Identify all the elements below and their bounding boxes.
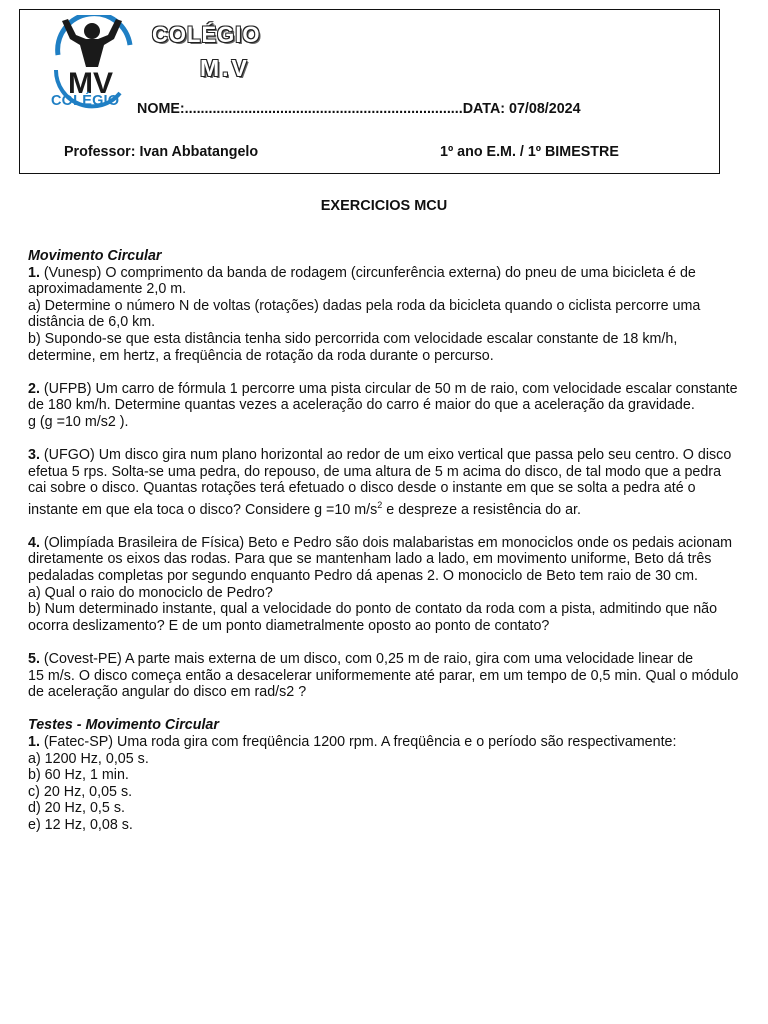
question-1	[28, 265, 740, 365]
question-item: g (g =10 m/s2 ).	[28, 413, 129, 430]
school-subtitle: M.V	[200, 55, 250, 81]
test-1	[28, 734, 740, 834]
document-title: EXERCICIOS MCU	[320, 198, 448, 214]
question-text: (UFPB) Um carro de fórmula 1 percorre uma pista circular de 50 m de raio, com velocidade escalar constante de 180 km/h. Determine quantas vezes a aceleração do carro é maior do que a aceleração da gravidade.	[28, 380, 738, 414]
question-text-end: e despreze a resistência do ar.	[382, 501, 581, 518]
question-item: b) Supondo-se que esta distância tenha sido percorrida com velocidade escalar constante de 18 km/h, determine, em hertz, a freqüência de rotação da roda durante o percurso.	[28, 330, 678, 364]
question-number: 5.	[28, 651, 40, 668]
question-text: (Vunesp) O comprimento da banda de rodagem (circunferência externa) do pneu de uma bicicleta é de aproximadamente 2,0 m.	[28, 264, 696, 298]
section-title-testes: Testes - Movimento Circular	[28, 717, 219, 734]
question-text: (Covest-PE) A parte mais externa de um disco, com 0,25 m de raio, gira com uma velocidade linear de	[39, 651, 694, 668]
question-number: 2.	[28, 380, 40, 397]
question-item: a) Qual o raio do monociclo de Pedro?	[28, 584, 273, 601]
option-b: b) 60 Hz, 1 min.	[28, 767, 129, 784]
school-title: COLÉGIO	[152, 22, 261, 47]
answer-options	[28, 751, 740, 834]
question-number: 3.	[28, 447, 40, 464]
option-d: d) 20 Hz, 0,5 s.	[28, 800, 125, 817]
logo-mark: MV	[68, 67, 113, 100]
professor-line: Professor: Ivan Abbatangelo	[64, 144, 259, 160]
name-date-line: NOME:......................................................................DATA: 07/08/2024	[137, 101, 581, 117]
question-number: 1.	[28, 264, 40, 281]
option-a: a) 1200 Hz, 0,05 s.	[28, 750, 149, 767]
grade-line: 1º ano E.M. / 1º BIMESTRE	[440, 144, 619, 160]
question-text: (UFGO) Um disco gira num plano horizontal ao redor de um eixo vertical que passa pelo seu centro. O disco efetua 5 rps. Solta-se uma pedra, do repouso, de uma altura de 5 m acima do disco, de tal modo que a pedra cai sobre o disco. Quantas rotações terá efetuado o disco desde o instante em que se solta a pedra até o instante em que ela toca o disco? Considere g =10 m/s	[28, 447, 732, 518]
question-5	[28, 651, 740, 701]
question-3	[28, 447, 740, 518]
exercise-content	[28, 248, 740, 834]
question-text: (Fatec-SP) Uma roda gira com freqüência 1200 rpm. A freqüência e o período são respectivamente:	[39, 733, 677, 750]
option-c: c) 20 Hz, 0,05 s.	[28, 783, 133, 800]
question-item: b) Num determinado instante, qual a velocidade do ponto de contato da roda com a pista, admitindo que não ocorra deslizamento? E de um ponto diametralmente oposto ao ponto de contato?	[28, 601, 718, 634]
question-4	[28, 535, 740, 635]
question-text-line: 15 m/s. O disco começa então a desacelerar uniformemente até parar, em um tempo de 0,5 min. Qual o módulo	[28, 667, 739, 684]
question-2	[28, 381, 740, 431]
option-e: e) 12 Hz, 0,08 s.	[28, 816, 133, 833]
question-text: (Olimpíada Brasileira de Física) Beto e Pedro são dois malabaristas em monociclos onde os pedais acionam diretamente os eixos das rodas. Para que se mantenham lado a lado, em movimento uniforme, Beto dá três pedaladas completas por segundo enquanto Pedro dá apenas 2. O monociclo de Beto tem raio de 30 cm.	[28, 534, 733, 585]
question-text-line: de aceleração angular do disco em rad/s2 ?	[28, 684, 307, 701]
superscript: 2	[377, 499, 383, 510]
logo-text: COLÉGIO	[51, 93, 120, 109]
section-title-movimento-circular: Movimento Circular	[28, 248, 162, 264]
question-number: 1.	[28, 733, 40, 750]
question-number: 4.	[28, 534, 40, 551]
question-item: a) Determine o número N de voltas (rotações) dadas pela roda da bicicleta quando o ciclista percorre uma distância de 6,0 km.	[28, 297, 701, 331]
